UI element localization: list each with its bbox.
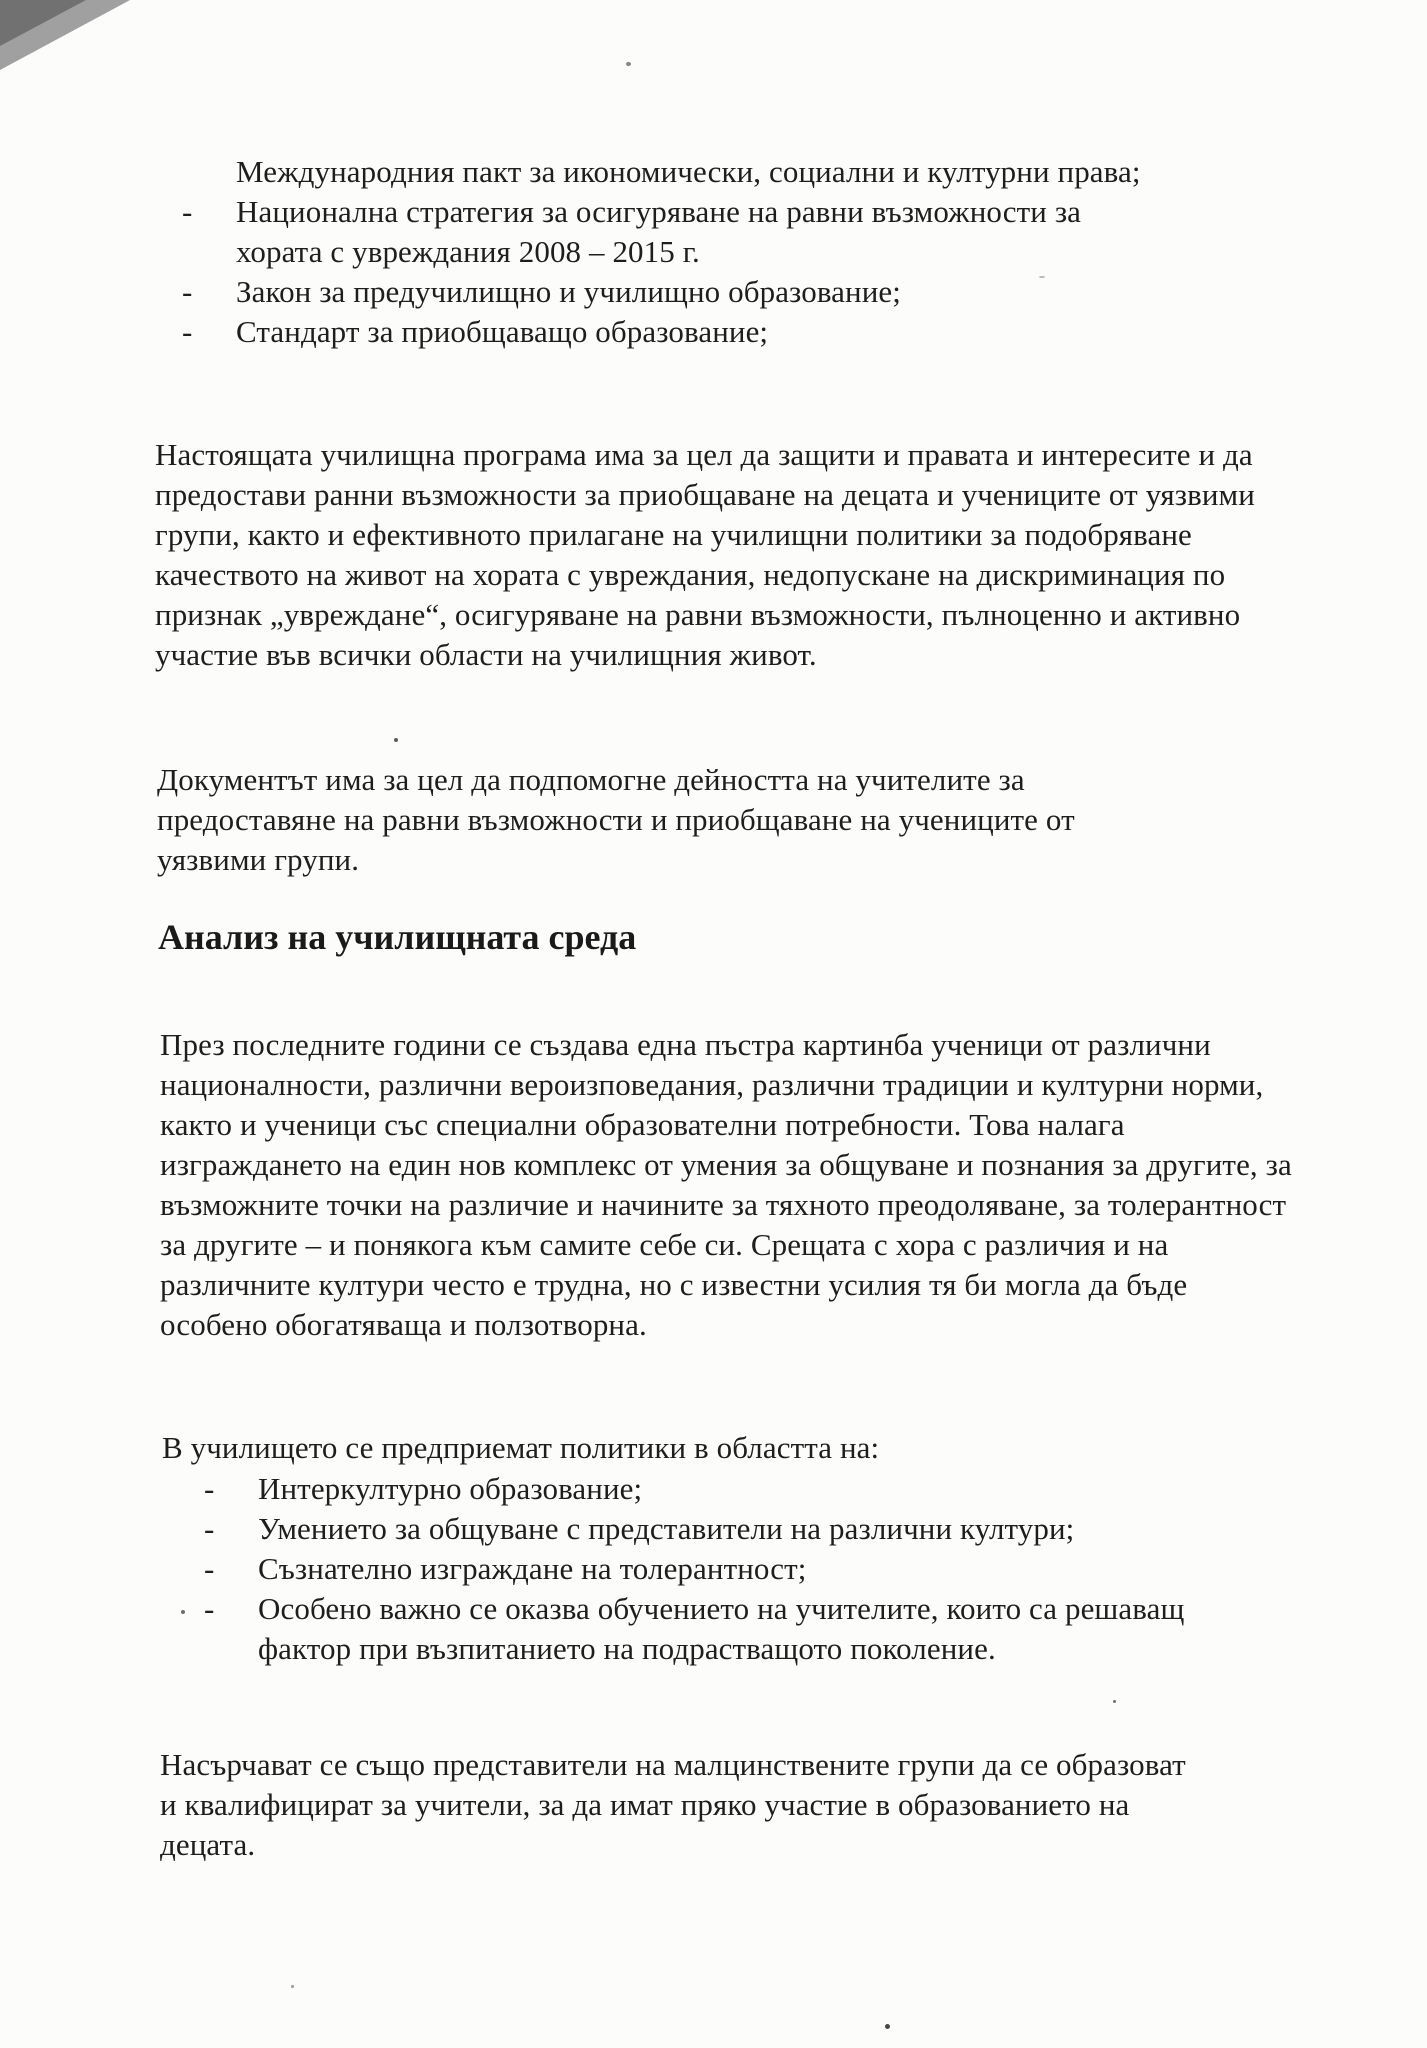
list-item-text: Стандарт за приобщаващо образование; xyxy=(236,314,769,349)
list-item xyxy=(182,272,1182,312)
list-item-text: Съзнателно изграждане на толерантност; xyxy=(258,1551,807,1586)
list-item-text: Умението за общуване с представители на различни култури; xyxy=(258,1511,1075,1546)
list-item-text: Национална стратегия за осигуряване на равни възможности за хората с увреждания 2008 – 2015 г. xyxy=(236,194,1082,269)
scan-speck xyxy=(626,62,631,66)
policies-lead: В училището се предприемат политики в областта на: xyxy=(162,1430,880,1465)
list-item xyxy=(204,1589,1254,1669)
list-bullet: - xyxy=(182,194,193,229)
purpose-paragraph: Настоящата училищна програма има за цел да защити и правата и интересите и да предостави ранни възможности за приобщаване на децата и учениците от уязвими групи, както и ефективното прилагане на училищни политики за подобряване качеството на живот на хората с увреждания, недопускане на дискриминация по признак „увреждане“, осигуряване на равни възможности, пълноценно и активно участие във всички области на училищния живот. xyxy=(155,437,1255,672)
list-bullet: - xyxy=(182,314,193,349)
analysis-paragraph: През последните години се създава една пъстра картинба ученици от различни националности, различни вероизповедания, различни традиции и културни норми, както и ученици със специални образователни потребности. Това налага изграждането на един нов комплекс от умения за общуване и познания за другите, за възможните точки на различие и начините за тяхното преодоляване, за толерантност за другите – и понякога към самите себе си. Срещата с хора с различия и на различните култури често е трудна, но с известни усилия тя би могла да бъде особено обогатяваща и ползотворна. xyxy=(160,1027,1292,1342)
scan-speck xyxy=(181,1610,185,1614)
list-item xyxy=(182,192,1182,272)
list-item-text: Особено важно се оказва обучението на учителите, които са решаващ фактор при възпитанието на подрастващото поколение. xyxy=(258,1591,1185,1666)
list-continuation-line: Международния пакт за икономически, социални и културни права; xyxy=(236,154,1141,189)
list-item-text: Закон за предучилищно и училищно образование; xyxy=(236,274,901,309)
scan-speck xyxy=(394,738,398,742)
encouragement-paragraph: Насърчават се също представители на малцинствените групи да се образоват и квалифицират за учители, за да имат пряко участие в образованието на децата. xyxy=(160,1747,1186,1862)
legal-framework-list xyxy=(182,192,1182,352)
policies-list xyxy=(204,1469,1254,1669)
list-bullet: - xyxy=(204,1471,215,1506)
section-heading: Анализ на училищната среда xyxy=(158,917,637,957)
list-item xyxy=(204,1549,1254,1589)
scan-speck xyxy=(885,2024,890,2029)
list-item xyxy=(204,1509,1254,1549)
list-bullet: - xyxy=(204,1551,215,1586)
list-item-text: Интеркултурно образование; xyxy=(258,1471,643,1506)
folded-corner-shadow xyxy=(0,0,86,46)
list-item xyxy=(204,1469,1254,1509)
list-bullet: - xyxy=(204,1591,215,1626)
list-bullet: - xyxy=(204,1511,215,1546)
list-bullet: - xyxy=(182,274,193,309)
scan-speck xyxy=(291,1985,294,1988)
scan-speck xyxy=(1113,1700,1116,1703)
list-item xyxy=(182,312,1182,352)
document-goal-paragraph: Документът има за цел да подпомогне дейността на учителите за предоставяне на равни възможности и приобщаване на учениците от уязвими групи. xyxy=(157,762,1075,877)
